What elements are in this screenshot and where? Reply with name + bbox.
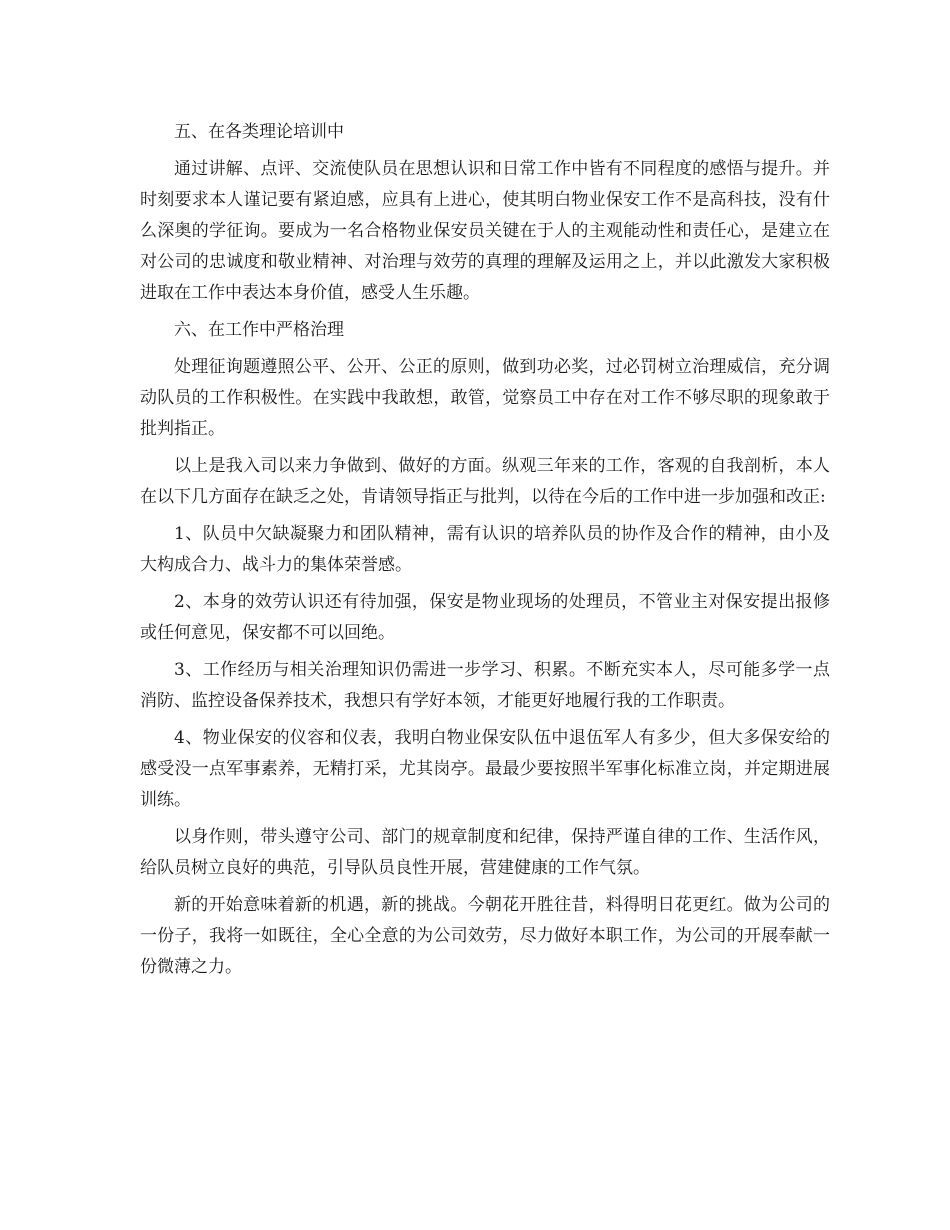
paragraph-lead-by-example: 以身作则，带头遵守公司、部门的规章制度和纪律，保持严谨自律的工作、生活作风，给队员树立良好的典范，引导队员良性开展，营建健康的工作气氛。 (140, 827, 830, 878)
paragraph-self-review: 以上是我入司以来力争做到、做好的方面。纵观三年来的工作，客观的自我剖析，本人在以下几方面存在缺乏之处，肯请领导指正与批判，以待在今后的工作中进一步加强和改正: (140, 456, 830, 507)
document-body (140, 117, 830, 989)
list-item-appearance: 4、物业保安的仪容和仪表，我明白物业保安队伍中退伍军人有多少，但大多保安给的感受没一点军事素养，无精打采，尤其岗亭。最最少要按照半军事化标准立岗，并定期进展训练。 (140, 728, 830, 810)
section-heading-five: 五、在各类理论培训中 (174, 122, 344, 142)
paragraph-management: 处理征询题遵照公平、公开、公正的原则，做到功必奖，过必罚树立治理威信，充分调动队员的工作积极性。在实践中我敢想，敢管，觉察员工中存在对工作不够尽职的现象敢于批判指正。 (140, 357, 830, 439)
list-item-service: 2、本身的效劳认识还有待加强，保安是物业现场的处理员，不管业主对保安提出报修或任何意见，保安都不可以回绝。 (140, 592, 830, 643)
paragraph-training: 通过讲解、点评、交流使队员在思想认识和日常工作中皆有不同程度的感悟与提升。并时刻要求本人谨记要有紧迫感，应具有上进心，使其明白物业保安工作不是高科技，没有什么深奥的学征询。要成为一名合格物业保安员关键在于人的主观能动性和责任心，是建立在对公司的忠诚度和敬业精神、对治理与效劳的真理的理解及运用之上，并以此激发大家积极进取在工作中表达本身价值，感受人生乐趣。 (140, 159, 830, 303)
section-heading-six: 六、在工作中严格治理 (174, 320, 344, 340)
paragraph-closing: 新的开始意味着新的机遇，新的挑战。今朝花开胜往昔，料得明日花更红。做为公司的一份子，我将一如既往，全心全意的为公司效劳，尽力做好本职工作，为公司的开展奉献一份微薄之力。 (140, 895, 830, 977)
list-item-knowledge: 3、工作经历与相关治理知识仍需进一步学习、积累。不断充实本人，尽可能多学一点消防、监控设备保养技术，我想只有学好本领，才能更好地履行我的工作职责。 (140, 660, 830, 711)
list-item-teamwork: 1、队员中欠缺凝聚力和团队精神，需有认识的培养队员的协作及合作的精神，由小及大构成合力、战斗力的集体荣誉感。 (140, 524, 830, 575)
